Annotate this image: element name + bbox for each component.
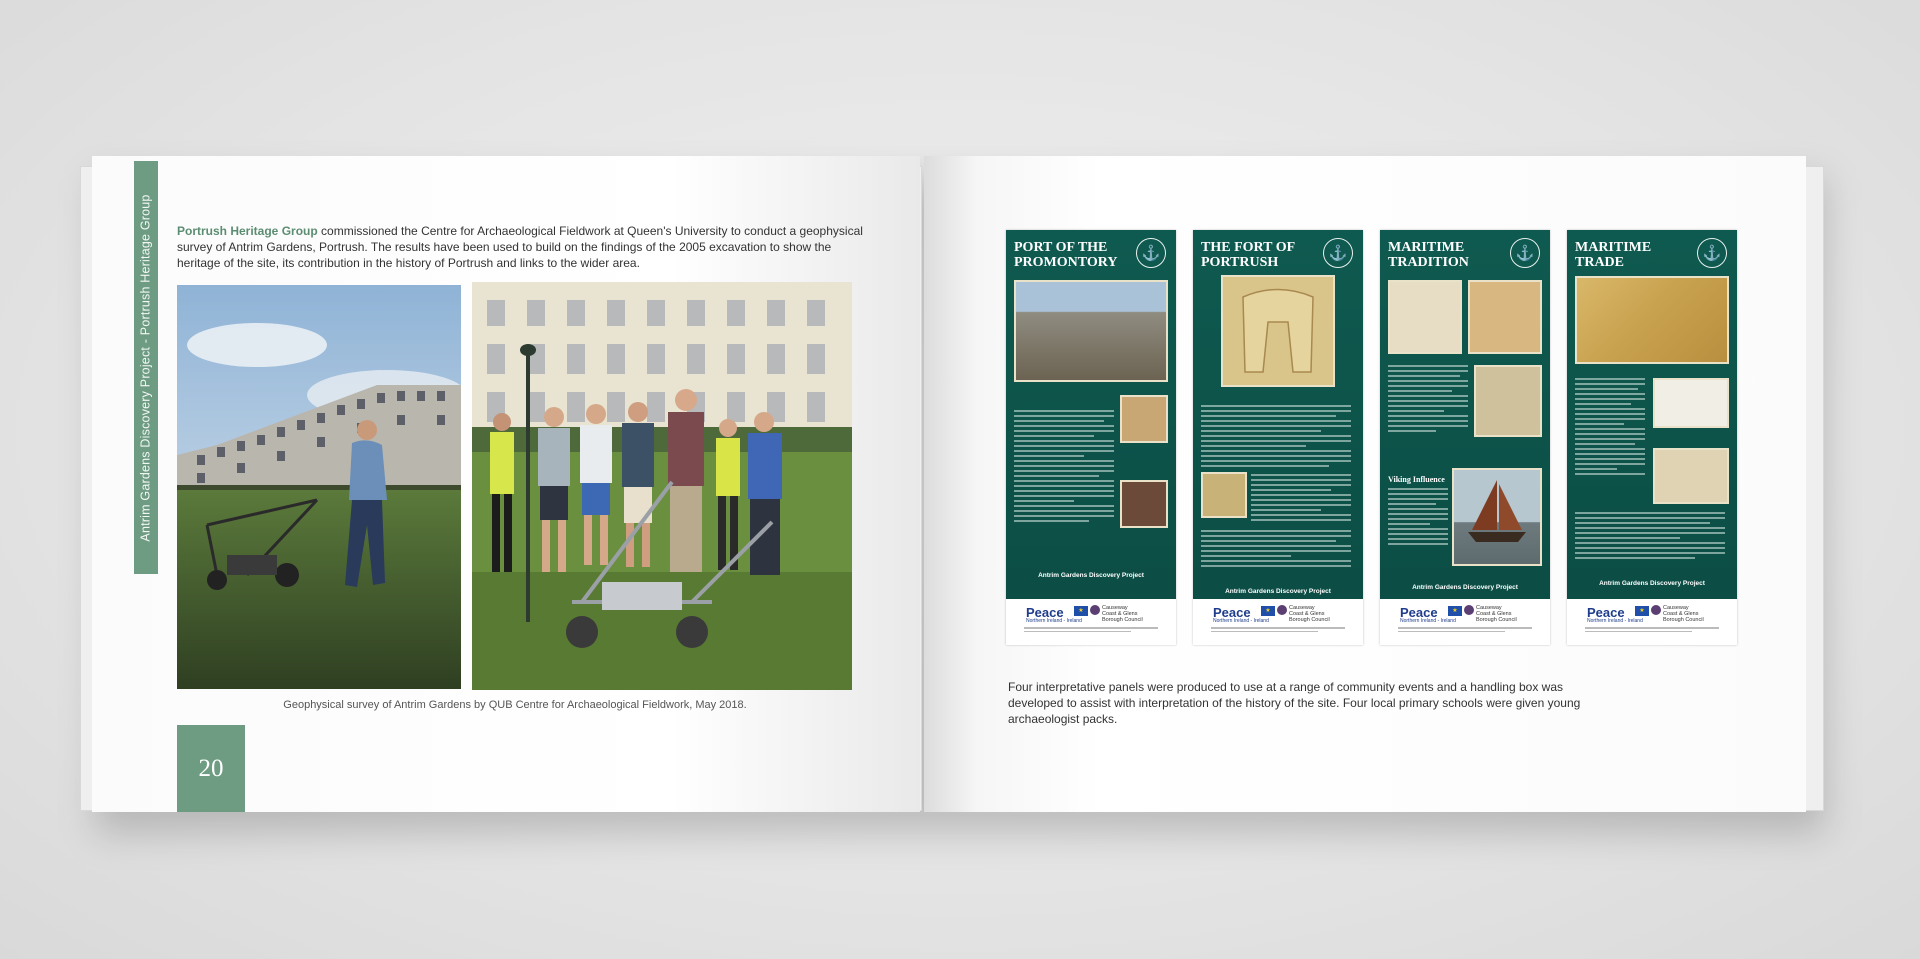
intro-text: commissioned the Centre for Archaeological Fieldwork at Queen's University to conduct a geophysical survey of Antrim Gardens, Portrush. The results have been used to build on the findings of the 2005 excavation to show the heritage of the site, its contribution in the history of Portrush and links to the wider area. bbox=[177, 224, 863, 270]
council-logo-icon bbox=[1651, 605, 1661, 615]
panel-photo-artifact-2 bbox=[1653, 448, 1729, 504]
running-head-text: Antrim Gardens Discovery Project - Portrush Heritage Group bbox=[139, 193, 154, 542]
panel-maritime-tradition bbox=[1380, 230, 1550, 645]
eu-flag-icon: ★ bbox=[1448, 606, 1462, 616]
panel-footer-title: Antrim Gardens Discovery Project bbox=[1599, 580, 1705, 587]
panel-text-block bbox=[1201, 405, 1351, 470]
panel-fine-print bbox=[1585, 627, 1719, 634]
panel-the-fort-of-portrush bbox=[1193, 230, 1363, 645]
anchor-emblem-icon: ⚓ bbox=[1697, 238, 1727, 268]
page-number-box bbox=[177, 725, 245, 812]
panel-logos bbox=[1006, 599, 1176, 645]
panel-text-block-3 bbox=[1201, 530, 1351, 570]
panel-photo-artifact-1 bbox=[1653, 378, 1729, 428]
panel-logos bbox=[1380, 599, 1550, 645]
panel-text-block bbox=[1014, 410, 1114, 525]
right-page bbox=[924, 156, 1806, 812]
intro-paragraph bbox=[177, 223, 867, 271]
panel-port-of-the-promontory bbox=[1006, 230, 1176, 645]
panel-fine-print bbox=[1398, 627, 1532, 634]
panel-photo-map-detail bbox=[1474, 365, 1542, 437]
council-logo-icon bbox=[1464, 605, 1474, 615]
intro-highlight: Portrush Heritage Group bbox=[177, 224, 318, 238]
peace-logo: Peace Northern Ireland - Ireland bbox=[1587, 605, 1643, 624]
council-logo-text: Causeway Coast & Glens Borough Council bbox=[1289, 605, 1330, 623]
panels-description: Four interpretative panels were produced to use at a range of community events and a handling box was developed to assist with interpretation of the history of the site. Four local primary schools were given young archaeologist packs. bbox=[1008, 680, 1581, 726]
panel-photo-ship-drawing-1 bbox=[1388, 280, 1462, 354]
panel-text-block bbox=[1388, 365, 1468, 435]
panel-maritime-trade bbox=[1567, 230, 1737, 645]
survey-photo-group bbox=[472, 282, 852, 690]
council-logo-text: Causeway Coast & Glens Borough Council bbox=[1102, 605, 1143, 623]
panel-logos bbox=[1193, 599, 1363, 645]
anchor-emblem-icon: ⚓ bbox=[1510, 238, 1540, 268]
panel-subheading: Viking Influence bbox=[1388, 475, 1445, 484]
panel-photo-map bbox=[1120, 395, 1168, 443]
panel-photo-excavation bbox=[1014, 280, 1168, 382]
survey-photo-terrace bbox=[177, 285, 461, 689]
peace-logo: Peace Northern Ireland - Ireland bbox=[1400, 605, 1456, 624]
left-page bbox=[92, 156, 920, 812]
panel-footer-title: Antrim Gardens Discovery Project bbox=[1225, 588, 1331, 595]
peace-logo: Peace Northern Ireland - Ireland bbox=[1026, 605, 1082, 624]
panel-photo-old-map bbox=[1575, 276, 1729, 364]
panel-title: MARITIME TRADITION bbox=[1388, 240, 1469, 270]
panel-photo-fort-plan bbox=[1221, 275, 1335, 387]
panel-footer-title: Antrim Gardens Discovery Project bbox=[1412, 584, 1518, 591]
peace-logo: Peace Northern Ireland - Ireland bbox=[1213, 605, 1269, 624]
eu-flag-icon: ★ bbox=[1635, 606, 1649, 616]
panel-photo-pottery bbox=[1120, 480, 1168, 528]
panel-text-block-2 bbox=[1251, 474, 1351, 524]
page-number: 20 bbox=[198, 754, 224, 782]
panel-logos bbox=[1567, 599, 1737, 645]
council-logo-icon bbox=[1277, 605, 1287, 615]
council-logo-text: Causeway Coast & Glens Borough Council bbox=[1663, 605, 1704, 623]
panel-photo-ship-drawing-2 bbox=[1468, 280, 1542, 354]
eu-flag-icon: ★ bbox=[1261, 606, 1275, 616]
council-logo-icon bbox=[1090, 605, 1100, 615]
panel-text-block bbox=[1575, 378, 1645, 478]
panel-text-block-2 bbox=[1388, 488, 1448, 548]
panel-title: THE FORT OF PORTRUSH bbox=[1201, 240, 1295, 270]
running-head bbox=[134, 161, 158, 574]
panel-photo-fort-map bbox=[1201, 472, 1247, 518]
panel-footer-title: Antrim Gardens Discovery Project bbox=[1038, 572, 1144, 579]
eu-flag-icon: ★ bbox=[1074, 606, 1088, 616]
panel-text-block-2 bbox=[1575, 512, 1725, 562]
anchor-emblem-icon: ⚓ bbox=[1323, 238, 1353, 268]
panel-fine-print bbox=[1211, 627, 1345, 634]
council-logo-text: Causeway Coast & Glens Borough Council bbox=[1476, 605, 1517, 623]
panel-title: PORT OF THE PROMONTORY bbox=[1014, 240, 1118, 270]
panel-title: MARITIME TRADE bbox=[1575, 240, 1652, 270]
photo-caption: Geophysical survey of Antrim Gardens by QUB Centre for Archaeological Fieldwork, May 2018. bbox=[283, 699, 747, 711]
anchor-emblem-icon: ⚓ bbox=[1136, 238, 1166, 268]
panel-fine-print bbox=[1024, 627, 1158, 634]
panel-photo-sailing-boat bbox=[1452, 468, 1542, 566]
